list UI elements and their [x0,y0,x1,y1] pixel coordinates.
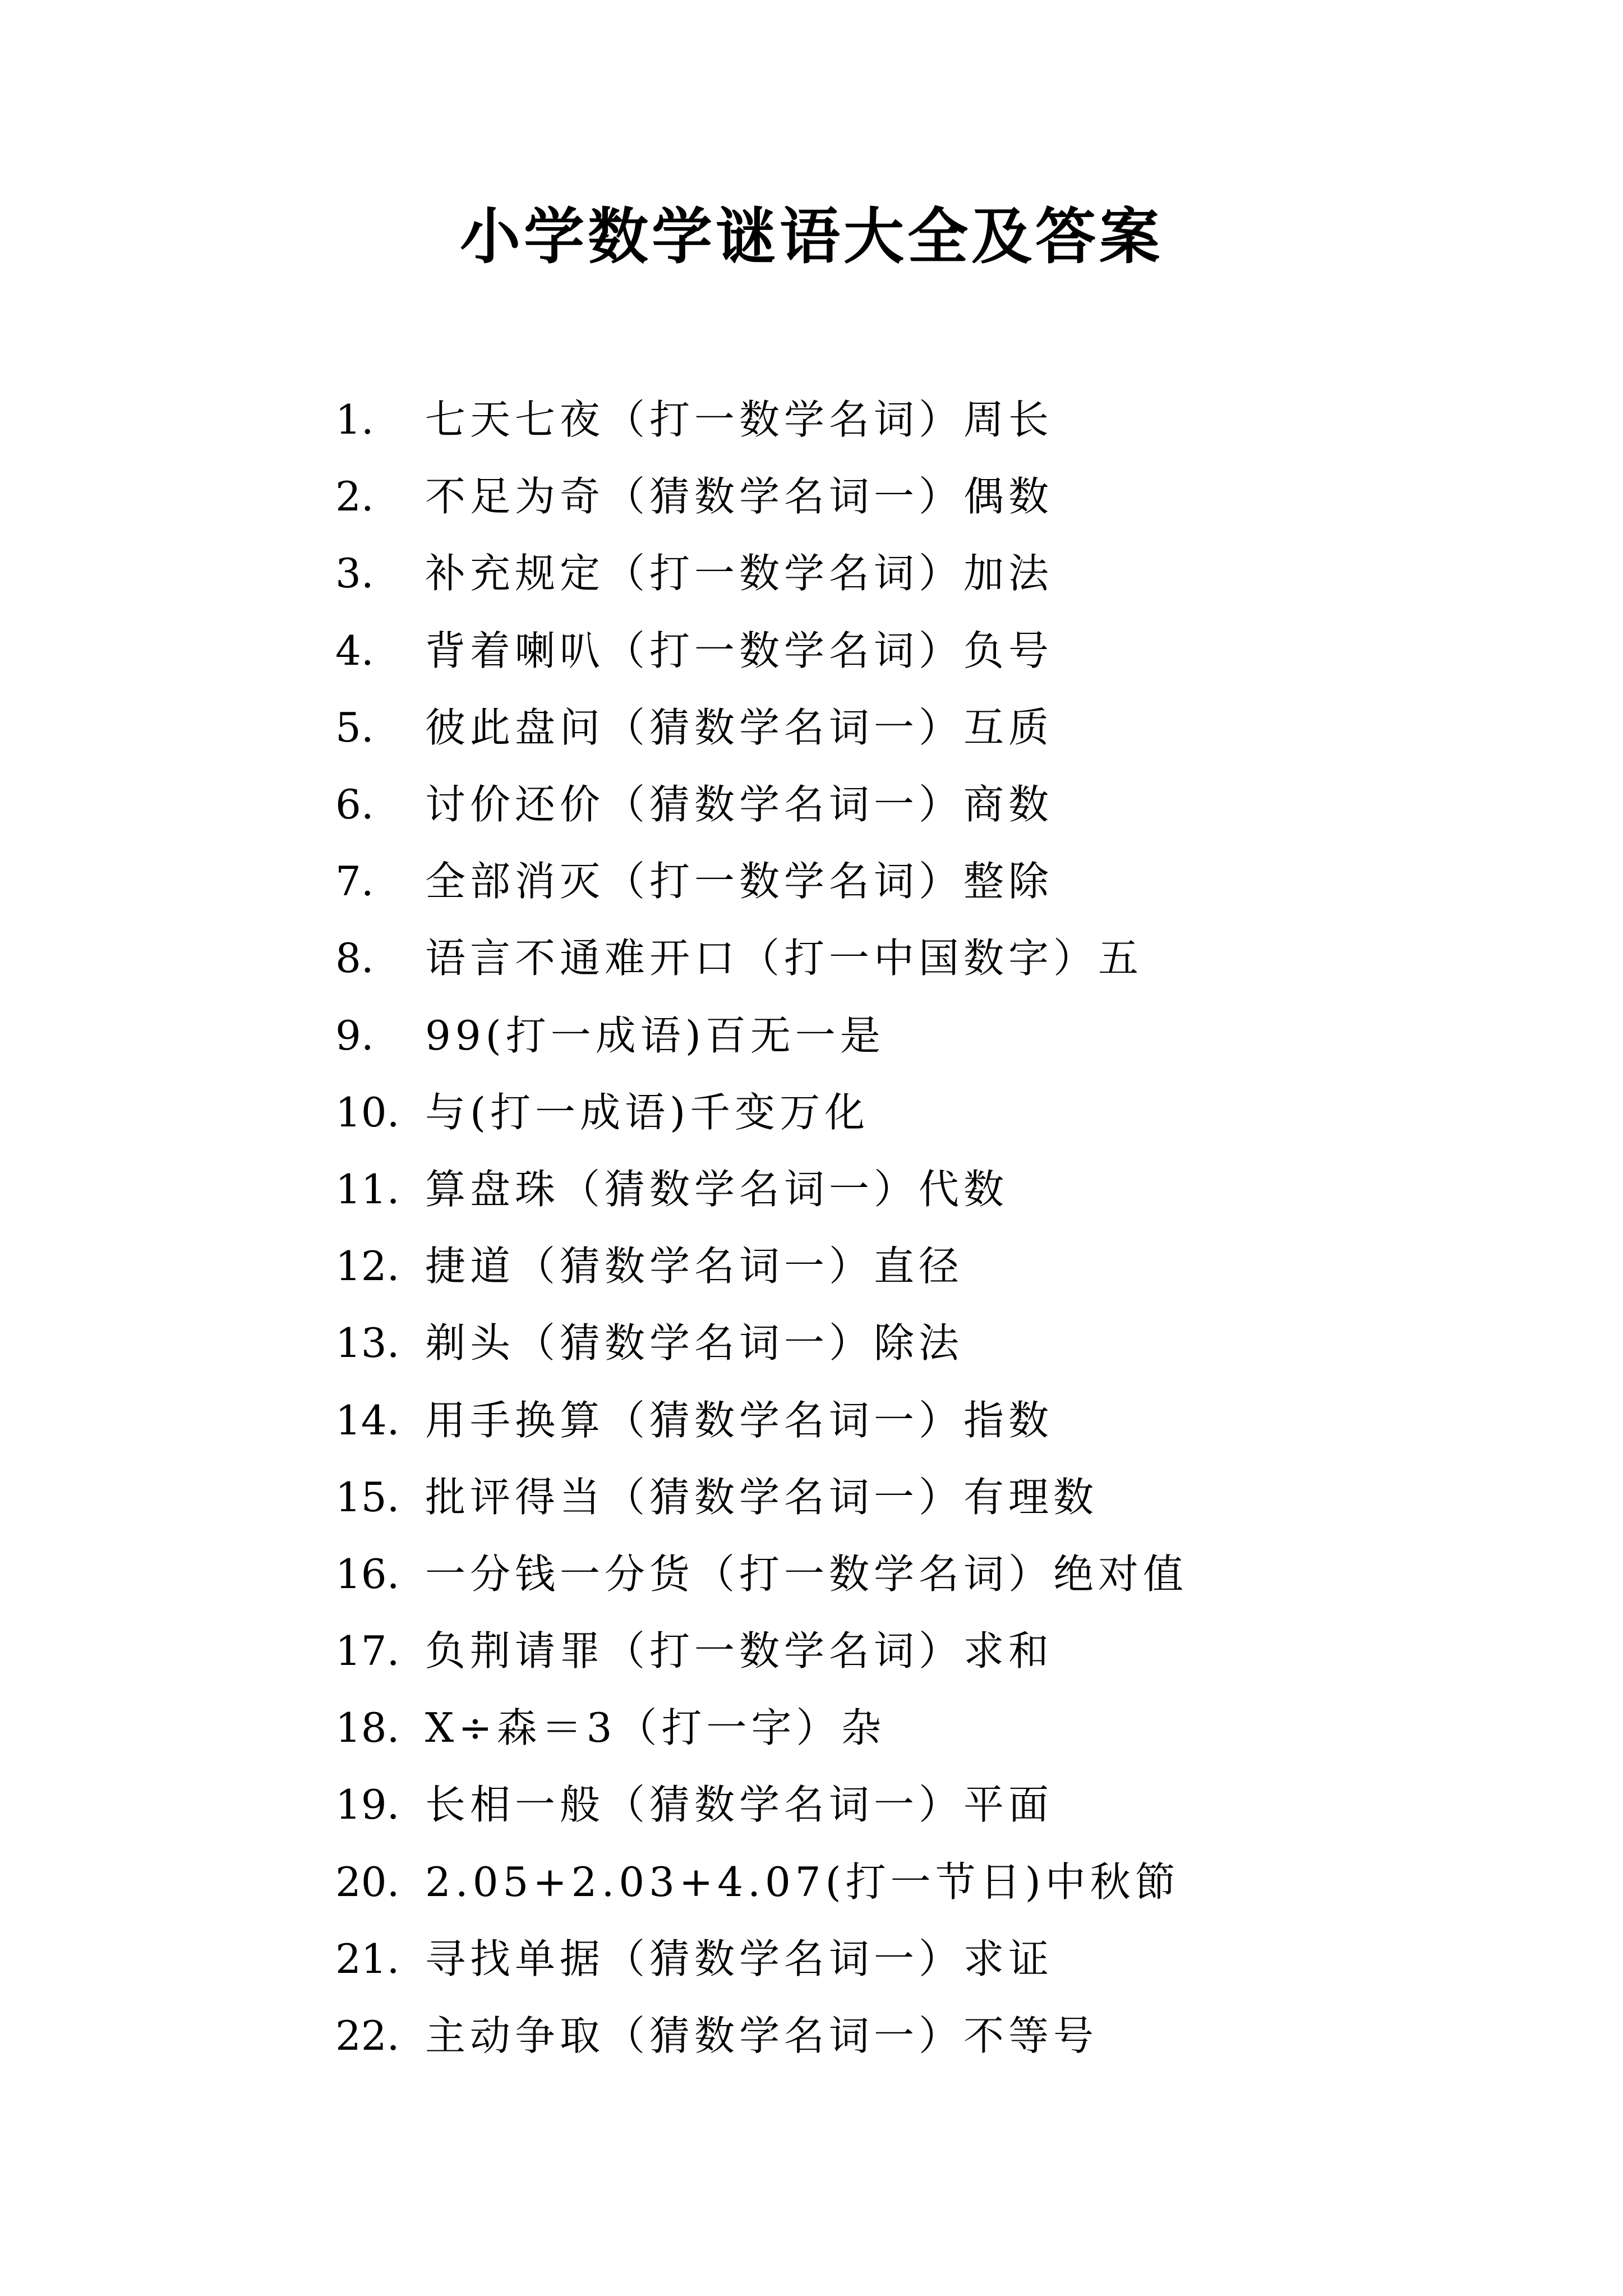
riddle-item [335,1844,1569,1921]
riddle-text: 批评得当（猜数学名词一）有理数 [425,1473,1099,1521]
riddle-item [335,997,1569,1074]
riddle-item [335,1459,1569,1536]
riddle-text: 长相一般（猜数学名词一）平面 [425,1781,1054,1829]
riddle-number: 3. [335,550,374,597]
riddle-text: 全部消灭（打一数学名词）整除 [425,858,1054,905]
page-title: 小学数学谜语大全及答案 [459,201,1163,272]
riddle-number: 7. [335,858,374,905]
riddle-number: 11. [335,1165,400,1213]
riddle-number: 15. [335,1473,400,1521]
riddle-item [335,689,1569,766]
riddle-item [335,535,1569,612]
riddle-number: 9. [335,1011,374,1059]
riddle-item [335,1228,1569,1305]
riddle-text: 背着喇叭（打一数学名词）负号 [425,627,1054,674]
riddle-item [335,1536,1569,1613]
riddle-item [335,381,1569,458]
riddle-text: 语言不通难开口（打一中国数字）五 [425,935,1144,982]
riddle-number: 6. [335,781,374,829]
riddle-text: 负荆请罪（打一数学名词）求和 [425,1627,1054,1675]
riddle-item [335,843,1569,920]
riddle-item [335,1998,1569,2074]
riddle-text: 算盘珠（猜数学名词一）代数 [425,1165,1009,1213]
riddle-text: 讨价还价（猜数学名词一）商数 [425,781,1054,829]
riddle-item [335,920,1569,997]
riddle-number: 16. [335,1550,400,1598]
riddle-text: 彼此盘问（猜数学名词一）互质 [425,703,1054,751]
riddle-number: 5. [335,703,374,751]
riddle-item [335,1690,1569,1766]
riddle-number: 19. [335,1781,400,1829]
riddle-text: 寻找单据（猜数学名词一）求证 [425,1935,1054,1982]
riddle-number: 13. [335,1319,400,1367]
riddle-item [335,766,1569,843]
riddle-text: 捷道（猜数学名词一）直径 [425,1243,964,1290]
riddle-item [335,1613,1569,1690]
riddle-list [335,381,1569,2074]
riddle-number: 8. [335,935,374,982]
riddle-text: 不足为奇（猜数学名词一）偶数 [425,473,1054,521]
riddle-text: 七天七夜（打一数学名词）周长 [425,396,1054,444]
riddle-text: 99(打一成语)百无一是 [425,1011,885,1059]
riddle-number: 18. [335,1704,400,1752]
riddle-item [335,1305,1569,1382]
riddle-number: 2. [335,473,374,521]
riddle-item [335,1921,1569,1998]
riddle-item [335,613,1569,689]
riddle-item [335,1074,1569,1151]
riddle-number: 4. [335,627,374,674]
riddle-number: 10. [335,1088,400,1136]
riddle-text: 补充规定（打一数学名词）加法 [425,550,1054,597]
riddle-number: 20. [335,1858,400,1906]
riddle-number: 17. [335,1627,400,1675]
riddle-number: 12. [335,1243,400,1290]
riddle-item [335,1766,1569,1843]
riddle-item [335,1151,1569,1228]
riddle-number: 14. [335,1396,400,1444]
riddle-text: 用手换算（猜数学名词一）指数 [425,1396,1054,1444]
riddle-text: 主动争取（猜数学名词一）不等号 [425,2012,1099,2060]
riddle-item [335,1382,1569,1458]
riddle-text: X÷森＝3（打一字）杂 [425,1704,886,1752]
riddle-number: 1. [335,396,374,444]
riddle-text: 剃头（猜数学名词一）除法 [425,1319,964,1367]
riddle-text: 一分钱一分货（打一数学名词）绝对值 [425,1550,1188,1598]
riddle-number: 21. [335,1935,400,1982]
riddle-number: 22. [335,2012,400,2060]
riddle-item [335,458,1569,535]
riddle-text: 与(打一成语)千变万化 [425,1088,870,1136]
riddle-text: 2.05+2.03+4.07(打一节日)中秋節 [425,1858,1180,1906]
